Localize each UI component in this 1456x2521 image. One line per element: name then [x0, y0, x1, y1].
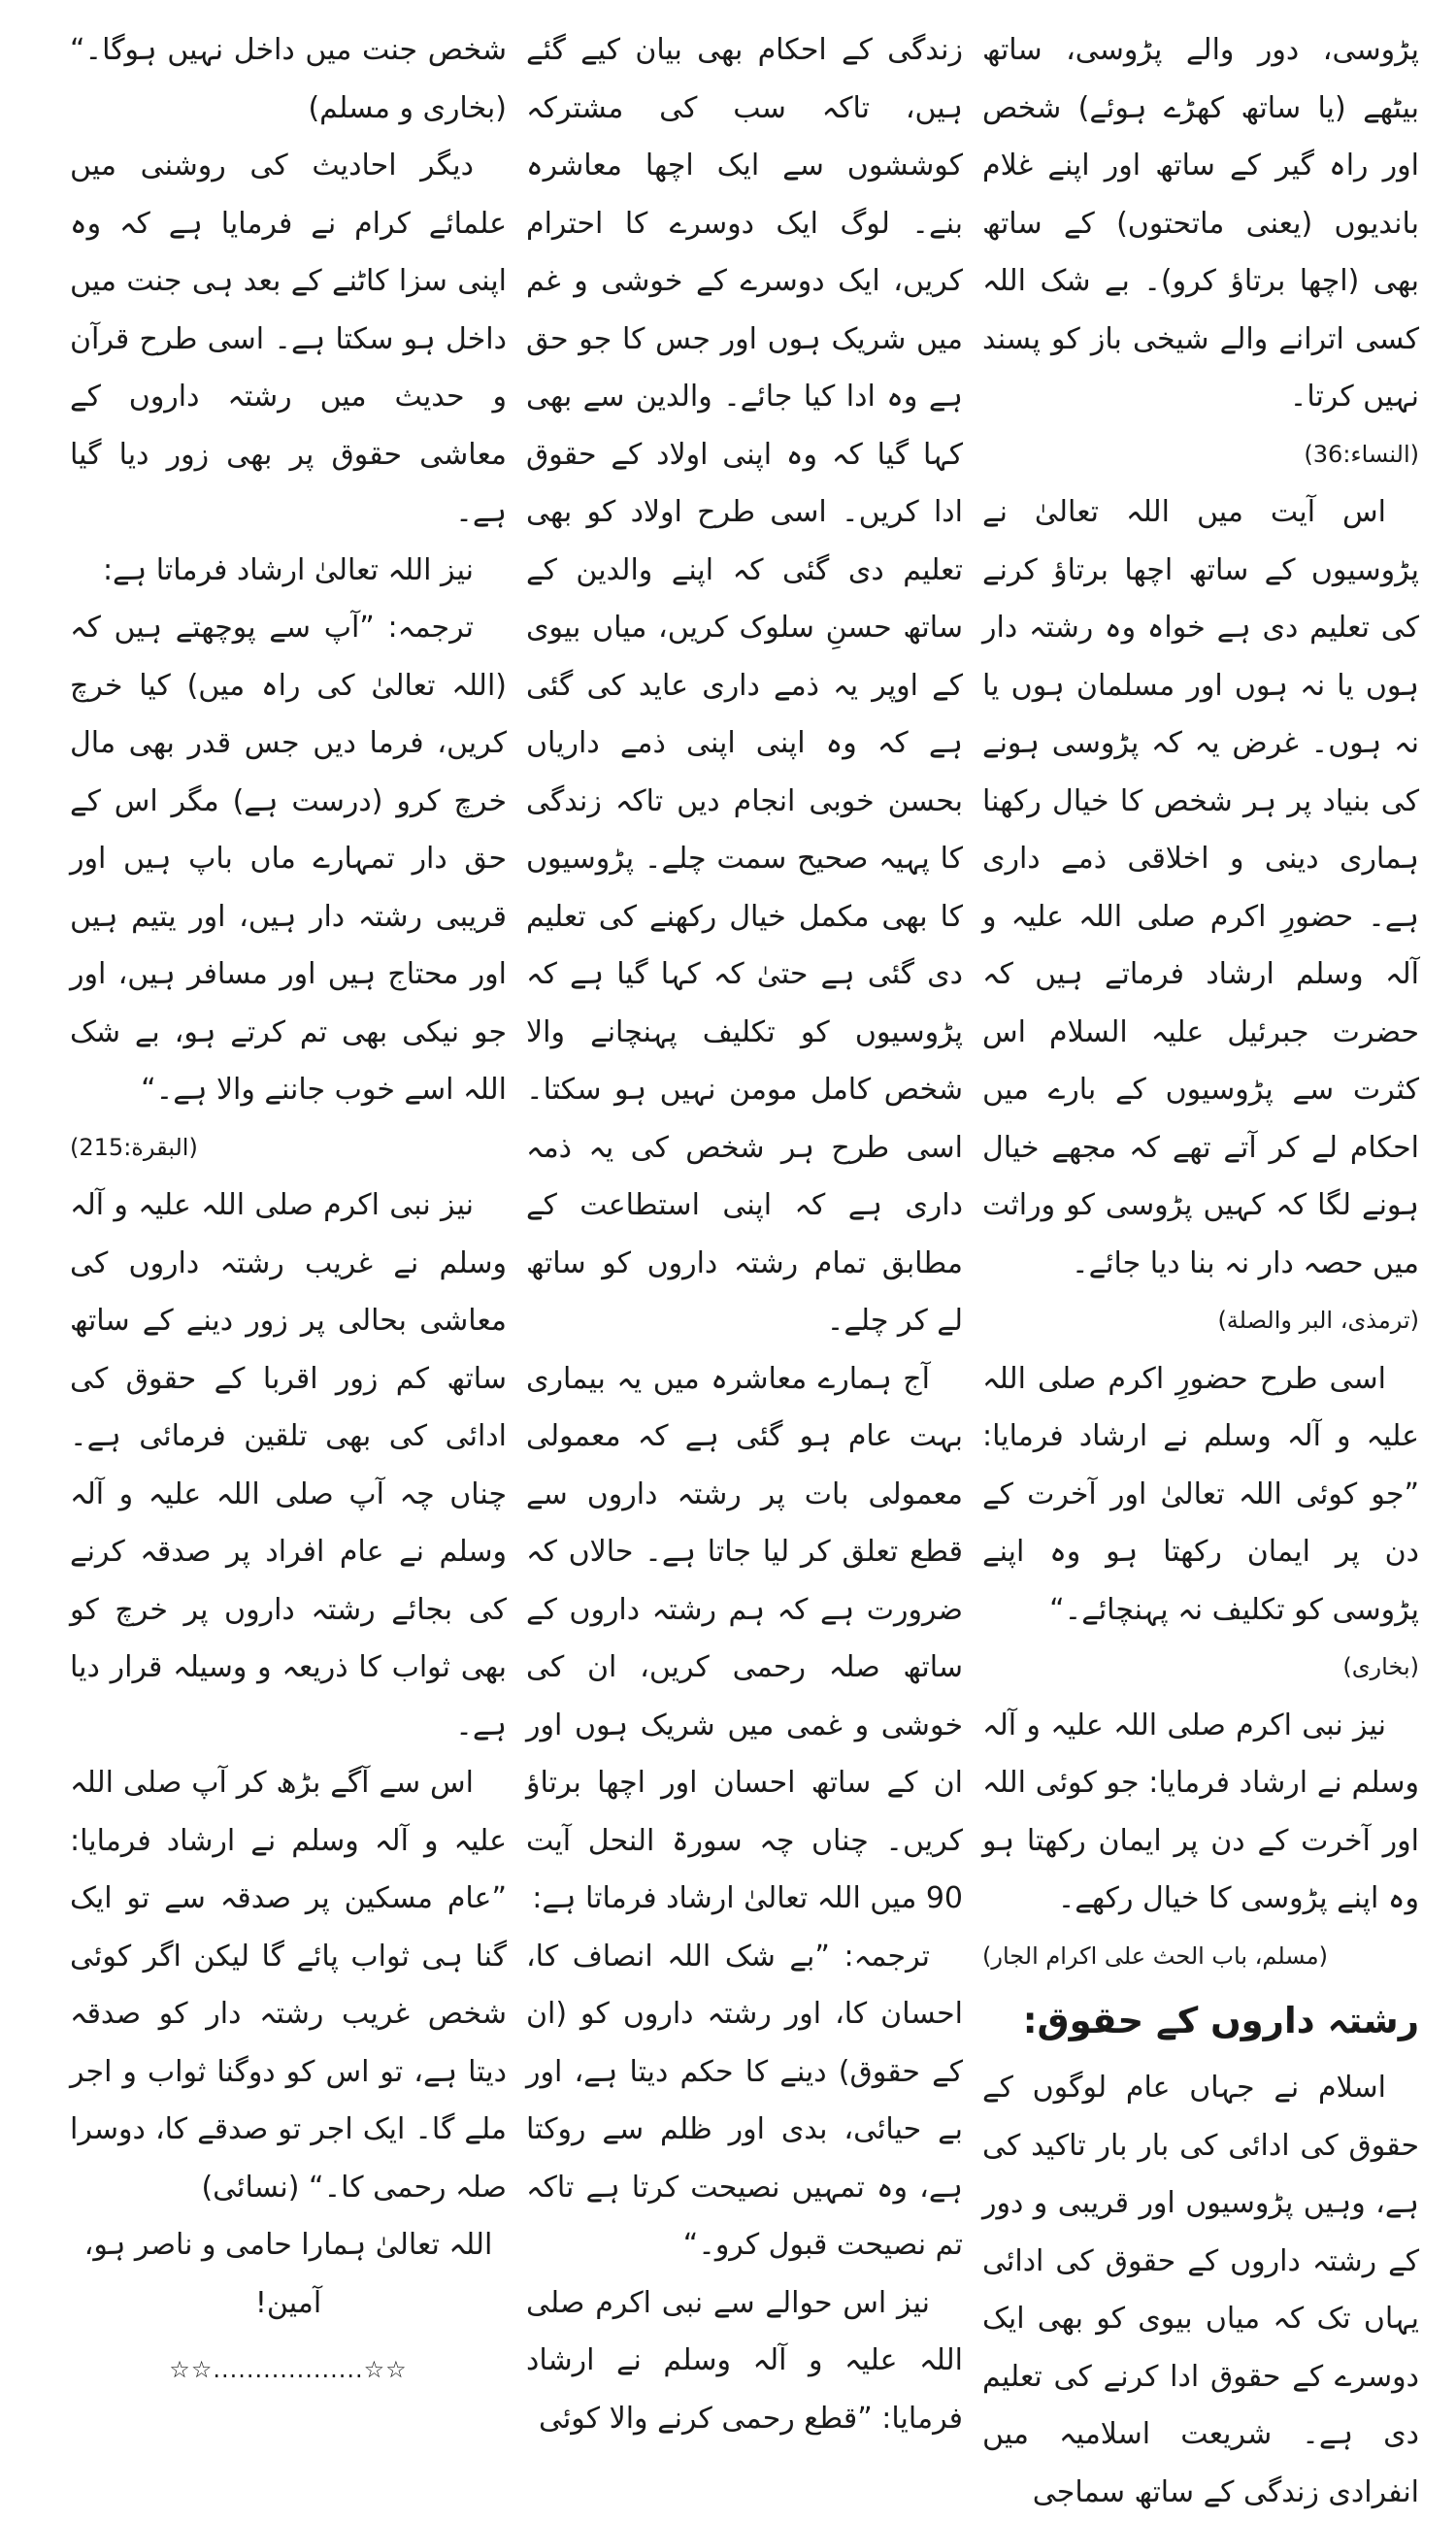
citation: (بخاری): [1342, 1653, 1419, 1680]
paragraph: نیز اللہ تعالیٰ ارشاد فرماتا ہے:: [102, 552, 474, 587]
citation: (مسلم، باب الحث علی اکرام الجار): [982, 1941, 1328, 1970]
text-column-right: [973, 21, 1429, 2509]
paragraph: شخص جنت میں داخل نہیں ہوگا۔“ (بخاری و مسلم): [70, 33, 507, 125]
paragraph: نیز نبی اکرم صلی اللہ علیہ و آلہ وسلم نے ارشاد فرمایا: جو کوئی اللہ اور آخرت کے دن پر ایمان رکھتا ہو وہ اپنے پڑوسی کا خیال رکھے۔: [982, 1708, 1419, 1915]
citation: (ترمذی، البر والصلة): [1217, 1307, 1419, 1334]
paragraph: نیز نبی اکرم صلی اللہ علیہ و آلہ وسلم نے غریب رشتہ داروں کی معاشی بحالی پر زور دینے کے ساتھ ساتھ کم زور اقربا کے حقوق کی ادائی کی بھی تلقین فرمائی ہے۔ چناں چہ آپ صلی اللہ علیہ و آلہ وسلم نے عام افراد پر صدقہ کرنے کی بجائے رشتہ داروں پر خرچ کو بھی ثواب کا ذریعہ و وسیلہ قرار دیا ہے۔: [70, 1188, 507, 1742]
paragraph: آج ہمارے معاشرہ میں یہ بیماری بہت عام ہو گئی ہے کہ معمولی معمولی بات پر رشتہ داروں سے قطع تعلق کر لیا جاتا ہے۔ حالاں کہ ضرورت ہے کہ ہم رشتہ داروں کے ساتھ صلہ رحمی کریں، ان کی خوشی و غمی میں شریک ہوں اور ان کے ساتھ احسان اور اچھا برتاؤ کریں۔ چناں چہ سورۃ النحل آیت 90 میں اللہ تعالیٰ ارشاد فرماتا ہے:: [526, 1361, 963, 1915]
citation: (البقرة:215): [70, 1133, 198, 1161]
paragraph: اس آیت میں اللہ تعالیٰ نے پڑوسیوں کے ساتھ اچھا برتاؤ کرنے کی تعلیم دی ہے خواہ وہ رشتہ دار ہوں یا نہ ہوں اور مسلمان ہوں یا نہ ہوں۔ غرض یہ کہ پڑوسی ہونے کی بنیاد پر ہر شخص کا خیال رکھنا ہماری دینی و اخلاقی ذمے داری ہے۔ حضورِ اکرم صلی اللہ علیہ و آلہ وسلم ارشاد فرماتے ہیں کہ حضرت جبرئیل علیہ السلام اس کثرت سے پڑوسیوں کے بارے میں احکام لے کر آتے تھے کہ مجھے خیال ہونے لگا کہ کہیں پڑوسی کو وراثت میں حصہ دار نہ بنا دیا جائے۔: [982, 495, 1419, 1280]
citation: (النساء:36): [1304, 440, 1419, 468]
closing-prayer: اللہ تعالیٰ ہمارا حامی و ناصر ہو، آمین!: [83, 2228, 493, 2320]
text-column-left: [60, 21, 516, 2383]
paragraph: نیز اس حوالے سے نبی اکرم صلی اللہ علیہ و آلہ وسلم نے ارشاد فرمایا: ”قطع رحمی کرنے والا کوئی: [526, 2285, 963, 2436]
paragraph: اسلام نے جہاں عام لوگوں کے حقوق کی ادائی کی بار بار تاکید کی ہے، وہیں پڑوسیوں اور قریبی و دور کے رشتہ داروں کے حقوق کی ادائی یہاں تک کہ میاں بیوی کو بھی ایک دوسرے کے حقوق ادا کرنے کی تعلیم دی ہے۔ شریعت اسلامیہ میں انفرادی زندگی کے ساتھ سماجی: [982, 2071, 1419, 2509]
text-column-middle: [516, 21, 973, 2436]
paragraph: پڑوسی، دور والے پڑوسی، ساتھ بیٹھے (یا ساتھ کھڑے ہوئے) شخص اور راہ گیر کے ساتھ اور اپنے غلام باندیوں (یعنی ماتحتوں) کے ساتھ بھی (اچھا برتاؤ کرو)۔ بے شک اللہ کسی اترانے والے شیخی باز کو پسند نہیں کرتا۔: [982, 33, 1419, 414]
paragraph: زندگی کے احکام بھی بیان کیے گئے ہیں، تاکہ سب کی مشترکہ کوششوں سے ایک اچھا معاشرہ بنے۔ لوگ ایک دوسرے کا احترام کریں، ایک دوسرے کے خوشی و غم میں شریک ہوں اور جس کا جو حق ہے وہ ادا کیا جائے۔ والدین سے بھی کہا گیا کہ وہ اپنی اولاد کے حقوق ادا کریں۔ اسی طرح اولاد کو بھی تعلیم دی گئی کہ اپنے والدین کے ساتھ حسنِ سلوک کریں، میاں بیوی کے اوپر یہ ذمے داری عاید کی گئی ہے کہ وہ اپنی اپنی ذمے داریاں بحسن خوبی انجام دیں تاکہ زندگی کا پہیہ صحیح سمت چلے۔ پڑوسیوں کا بھی مکمل خیال رکھنے کی تعلیم دی گئی ہے حتیٰ کہ کہا گیا ہے کہ پڑوسیوں کو تکلیف پہنچانے والا شخص کامل مومن نہیں ہو سکتا۔ اسی طرح ہر شخص کی یہ ذمہ داری ہے کہ اپنی استطاعت کے مطابق تمام رشتہ داروں کو ساتھ لے کر چلے۔: [526, 33, 963, 1338]
paragraph: اس سے آگے بڑھ کر آپ صلی اللہ علیہ و آلہ وسلم نے ارشاد فرمایا: ”عام مسکین پر صدقہ سے تو ایک گنا ہی ثواب پائے گا لیکن اگر کوئی شخص غریب رشتہ دار کو صدقہ دیتا ہے، تو اس کو دوگنا ثواب و اجر ملے گا۔ ایک اجر تو صدقے کا، دوسرا صلہ رحمی کا۔“ (نسائی): [70, 1766, 507, 2205]
paragraph: ترجمہ: ”بے شک اللہ انصاف کا، احسان کا، اور رشتہ داروں کو (ان کے حقوق) دینے کا حکم دیتا ہے، اور بے حیائی، بدی اور ظلم سے روکتا ہے، وہ تمہیں نصیحت کرتا ہے تاکہ تم نصیحت قبول کرو۔“: [526, 1939, 963, 2262]
paragraph: دیگر احادیث کی روشنی میں علمائے کرام نے فرمایا ہے کہ وہ اپنی سزا کاٹنے کے بعد ہی جنت میں داخل ہو سکتا ہے۔ اسی طرح قرآن و حدیث میں رشتہ داروں کے معاشی حقوق پر بھی زور دیا گیا ہے۔: [70, 149, 507, 529]
paragraph: اسی طرح حضورِ اکرم صلی اللہ علیہ و آلہ وسلم نے ارشاد فرمایا: ”جو کوئی اللہ تعالیٰ اور آخرت کے دن پر ایمان رکھتا ہو وہ اپنے پڑوسی کو تکلیف نہ پہنچائے۔“: [982, 1361, 1419, 1627]
paragraph: ترجمہ: ”آپ سے پوچھتے ہیں کہ (اللہ تعالیٰ کی راہ میں) کیا خرچ کریں، فرما دیں جس قدر بھی مال خرچ کرو (درست ہے) مگر اس کے حق دار تمہارے ماں باپ ہیں اور قریبی رشتہ دار ہیں، اور یتیم ہیں اور محتاج ہیں اور مسافر ہیں، اور جو نیکی بھی تم کرتے ہو، بے شک اللہ اسے خوب جاننے والا ہے۔“: [70, 611, 507, 1107]
section-heading: رشتہ داروں کے حقوق:: [1022, 2000, 1419, 2041]
end-divider: ☆☆..................☆☆: [169, 2356, 408, 2383]
